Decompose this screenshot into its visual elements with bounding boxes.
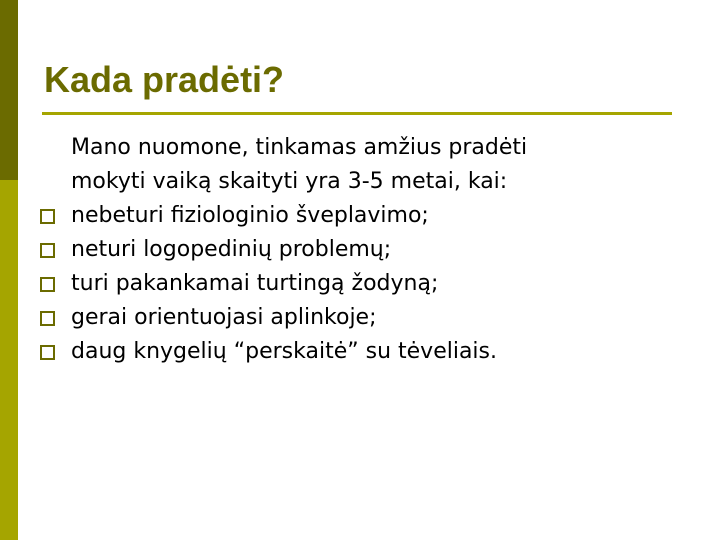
intro-line: mokyti vaiką skaityti yra 3-5 metai, kai:: [71, 169, 508, 194]
side-bar-dark: [0, 0, 18, 180]
list-item-text: neturi logopedinių problemų;: [71, 237, 392, 262]
list-item-text: turi pakankamai turtingą žodyną;: [71, 271, 439, 296]
hollow-square-bullet-icon: [40, 209, 55, 224]
list-item-text: nebeturi fiziologinio šveplavimo;: [71, 203, 429, 228]
list-item: [40, 335, 700, 369]
slide-title: Kada pradėti?: [44, 59, 285, 100]
list-item-text: gerai orientuojasi aplinkoje;: [71, 305, 377, 330]
intro-line: Mano nuomone, tinkamas amžius pradėti: [71, 135, 528, 160]
hollow-square-bullet-icon: [40, 277, 55, 292]
list-item: [40, 233, 700, 267]
list-item: [40, 267, 700, 301]
list-item: [40, 199, 700, 233]
intro-paragraph: [40, 131, 700, 199]
hollow-square-bullet-icon: [40, 243, 55, 258]
list-item: [40, 301, 700, 335]
hollow-square-bullet-icon: [40, 311, 55, 326]
list-item-text: daug knygelių “perskaitė” su tėveliais.: [71, 339, 498, 364]
title-divider: [42, 112, 672, 115]
hollow-square-bullet-icon: [40, 345, 55, 360]
slide-body: [40, 131, 700, 369]
side-bar-light: [0, 180, 18, 540]
